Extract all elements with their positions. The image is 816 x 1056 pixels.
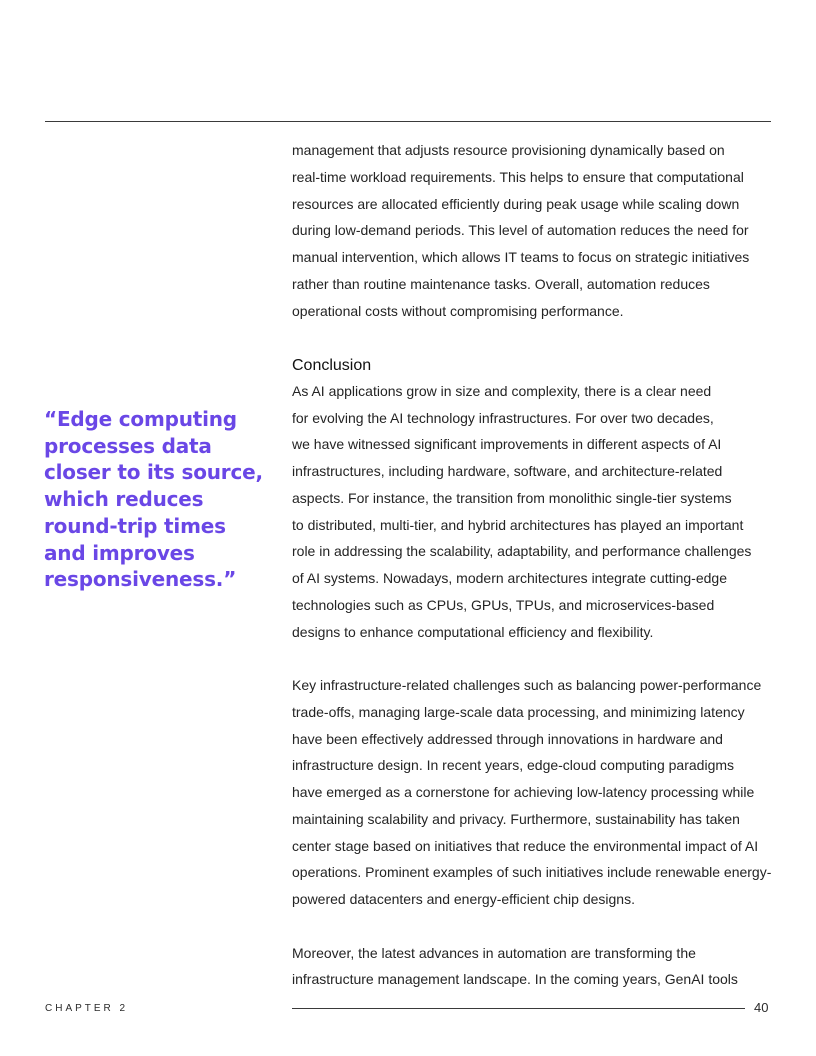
text-line: operations. Prominent examples of such initiatives include renewable energy- (292, 864, 772, 881)
text-line: operational costs without compromising performance. (292, 302, 624, 319)
paragraph-automation-future (292, 940, 777, 994)
text-line: have emerged as a cornerstone for achieving low-latency processing while (292, 784, 755, 800)
text-line: infrastructures, including hardware, software, and architecture-related (292, 463, 723, 479)
paragraph-gap (292, 913, 777, 940)
chapter-label: CHAPTER 2 (45, 1003, 129, 1014)
text-line: Key infrastructure-related challenges such as balancing power-performance (292, 677, 762, 693)
pull-quote-line: “Edge computing (44, 407, 237, 431)
text-line: manual intervention, which allows IT teams to focus on strategic initiatives (292, 249, 750, 265)
text-line: aspects. For instance, the transition from monolithic single-tier systems (292, 489, 732, 506)
text-line: role in addressing the scalability, adaptability, and performance challenges (292, 543, 752, 560)
text-line: infrastructure management landscape. In the coming years, GenAI tools (292, 971, 738, 988)
page-number: 40 (754, 1000, 769, 1015)
text-line: trade-offs, managing large-scale data processing, and minimizing latency (292, 703, 745, 720)
text-line: Moreover, the latest advances in automation are transforming the (292, 944, 696, 961)
body-column (292, 137, 777, 993)
text-line: management that adjusts resource provisioning dynamically based on (292, 142, 725, 158)
text-line: resources are allocated efficiently during peak usage while scaling down (292, 195, 740, 212)
paragraph-gap (292, 645, 777, 672)
text-line: center stage based on initiatives that reduce the environmental impact of AI (292, 837, 759, 854)
paragraph-challenges (292, 672, 777, 913)
text-line: infrastructure design. In recent years, edge-cloud computing paradigms (292, 757, 735, 774)
text-line: As AI applications grow in size and complexity, there is a clear need (292, 382, 712, 399)
text-line: have been effectively addressed through innovations in hardware and (292, 730, 723, 747)
pull-quote-line: responsiveness.” (44, 567, 237, 592)
pull-quote-line: processes data (44, 433, 212, 458)
text-line: we have witnessed significant improvements in different aspects of AI (292, 436, 722, 453)
text-line: real-time workload requirements. This helps to ensure that computational (292, 168, 744, 185)
paragraph-gap (292, 324, 777, 351)
text-line: rather than routine maintenance tasks. Overall, automation reduces (292, 275, 710, 292)
text-line: technologies such as CPUs, GPUs, TPUs, and microservices-based (292, 596, 715, 613)
text-line: maintaining scalability and privacy. Furthermore, sustainability has taken (292, 810, 740, 827)
text-line: to distributed, multi-tier, and hybrid architectures has played an important (292, 516, 744, 533)
text-line: designs to enhance computational efficiency and flexibility. (292, 623, 654, 640)
pull-quote-line: and improves (44, 540, 195, 565)
section-heading: Conclusion (292, 357, 372, 374)
paragraph-automation (292, 137, 777, 324)
pull-quote-line: which reduces (44, 487, 204, 512)
top-divider (45, 121, 771, 122)
footer-divider (292, 1008, 745, 1009)
text-line: of AI systems. Nowadays, modern architectures integrate cutting-edge (292, 570, 727, 586)
pull-quote (44, 406, 263, 593)
text-line: during low-demand periods. This level of automation reduces the need for (292, 222, 749, 239)
text-line: powered datacenters and energy-efficient chip designs. (292, 891, 635, 907)
paragraph-conclusion-intro (292, 378, 777, 646)
pull-quote-line: closer to its source, (44, 460, 263, 485)
text-line: for evolving the AI technology infrastructures. For over two decades, (292, 409, 714, 426)
pull-quote-line: round-trip times (44, 513, 226, 538)
